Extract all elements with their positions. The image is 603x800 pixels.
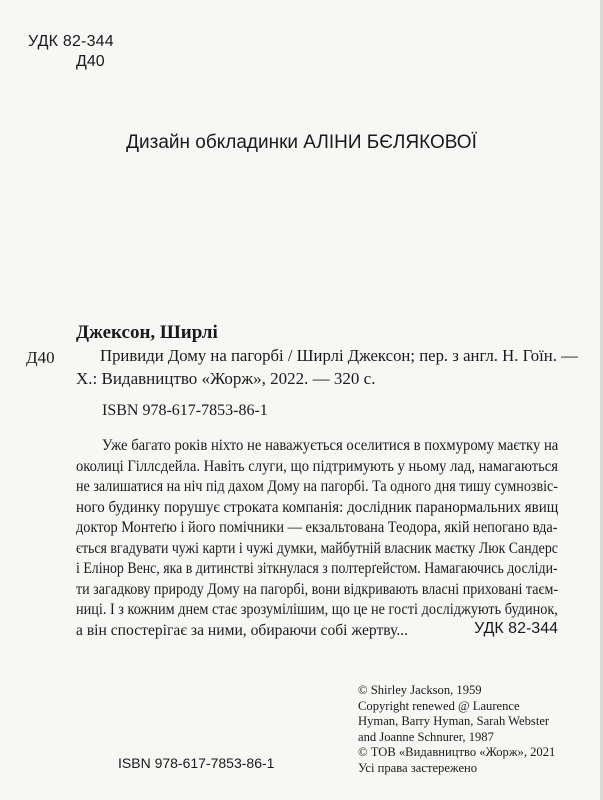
catalog-title-line-2: Х.: Видавництво «Жорж», 2022. — 320 с. (76, 369, 376, 388)
annotation-line: ється вгадувати чужі карти і чужі думки, майбутній власник маєтку Люк Сандерс (76, 539, 558, 557)
isbn-bottom: ISBN 978-617-7853-86-1 (118, 755, 275, 771)
annotation-line: Уже багато років ніхто не наважується оселитися в похмурому маєтку на (102, 437, 559, 454)
annotation-line: ного будинку порушує строката компанія: дослідник паранормальних явищ (76, 498, 559, 516)
copyright-line: © ТОВ «Видавництво «Жорж», 2021 (358, 745, 556, 759)
udk-code-bottom: УДК 82-344 (474, 620, 558, 637)
cover-design-credit: Дизайн обкладинки АЛІНИ БЄЛЯКОВОЇ (126, 132, 477, 153)
author-mark-top: Д40 (76, 53, 105, 70)
catalog-author-mark: Д40 (26, 348, 55, 367)
annotation-line: а він спостерігає за ними, обираючи собі жертву... (76, 621, 409, 639)
copyright-line: Copyright renewed @ Laurence (358, 698, 520, 713)
catalog-isbn: ISBN 978-617-7853-86-1 (102, 402, 268, 419)
annotation-line: не залишатися на ніч під дахом Дому на пагорбі. Та одного дня тишу сумнозвіс- (76, 478, 558, 495)
catalog-title-line-1: Привиди Дому на пагорбі / Ширлі Джексон; пер. з англ. Н. Гоїн. — (100, 346, 578, 365)
annotation-line: доктор Монтеґю і його помічники — екзальтована Теодора, якій непогано вда- (76, 519, 558, 536)
udk-code-top: УДК 82-344 (28, 33, 114, 50)
copyright-line: and Joanne Schnurer, 1987 (358, 729, 494, 744)
annotation-line: околиці Гіллсдейла. Навіть слуги, що підтримують у ньому лад, намагаються (76, 457, 558, 475)
copyright-line: Hyman, Barry Hyman, Sarah Webster (358, 714, 550, 728)
copyright-line: Усі права застережено (358, 760, 478, 775)
catalog-author: Джексон, Ширлі (76, 322, 218, 343)
annotation-line: і Елінор Венс, яка в дитинстві зіткнулася з полтерґейстом. Намагаючись досліди- (76, 560, 558, 577)
annotation-line: ти загадкову природу Дому на пагорбі, вони відкривають власні приховані таєм- (76, 580, 559, 598)
copyright-line: © Shirley Jackson, 1959 (358, 683, 482, 697)
annotation-line: ниці. І з кожним днем стає зрозумілішим, що це не гості досліджують будинок, (76, 601, 558, 618)
